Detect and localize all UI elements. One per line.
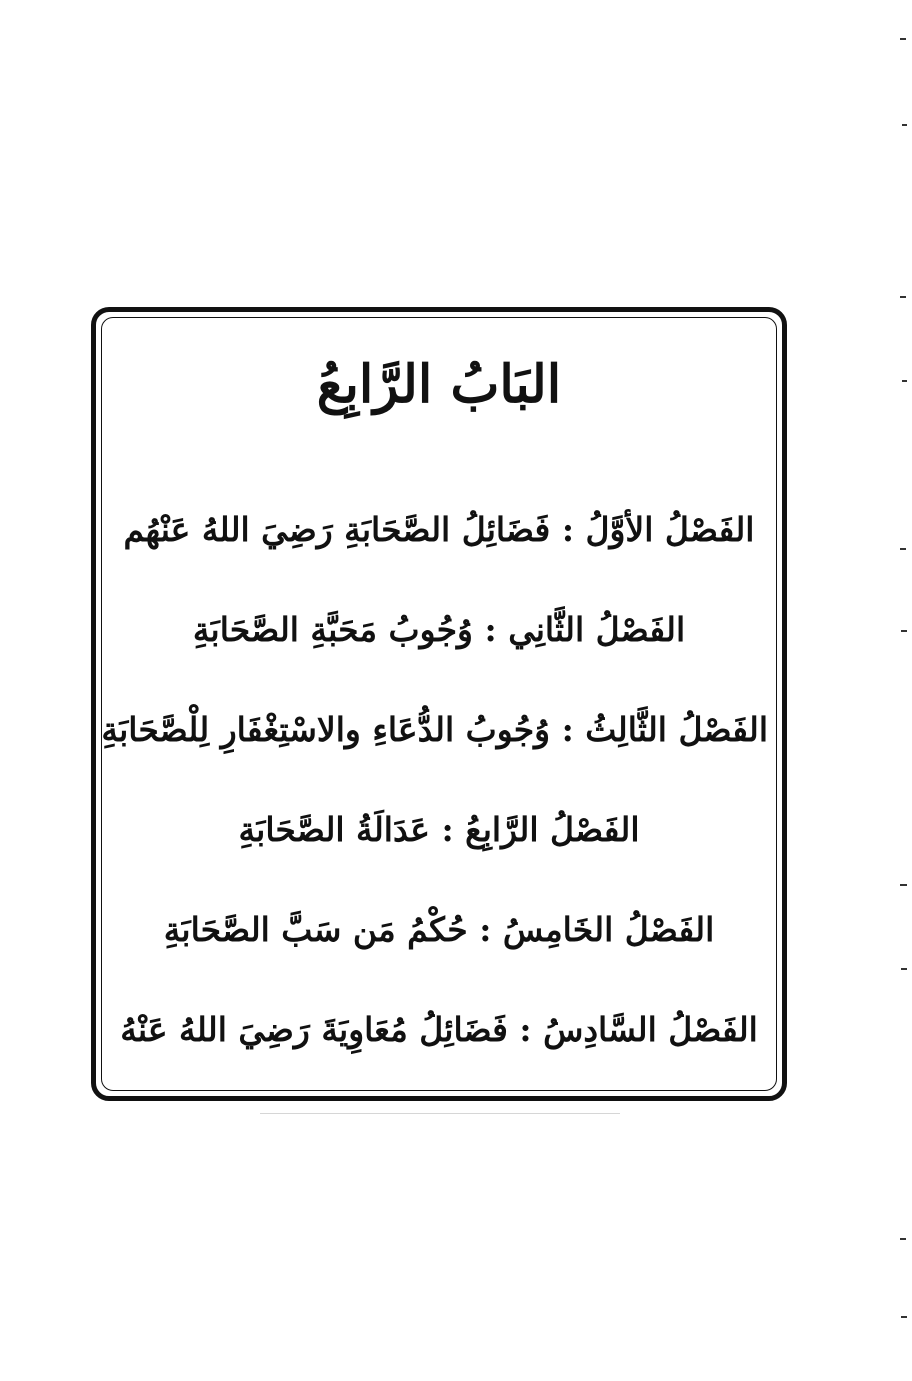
chapter-4-label: الفَصْلُ الرَّابِعُ [465, 810, 640, 849]
part-title: البَابُ الرَّابِعُ [316, 354, 562, 415]
scan-speck [900, 1238, 906, 1240]
chapter-1-line [110, 500, 768, 560]
scan-speck [900, 884, 907, 886]
scan-speck [900, 38, 906, 40]
chapter-2-title: وُجُوبُ مَحَبَّةِ الصَّحَابَةِ [192, 610, 473, 649]
scan-artifact-line [260, 1113, 620, 1114]
chapter-6-line [110, 1000, 768, 1060]
chapter-6-label: الفَصْلُ السَّادِسُ [543, 1010, 758, 1049]
chapter-1-label: الفَصْلُ الأوَّلُ [585, 510, 755, 549]
chapter-4-line [110, 800, 768, 860]
scan-speck [901, 1316, 907, 1318]
scan-speck [900, 296, 906, 298]
chapter-4-title: عَدَالَةُ الصَّحَابَةِ [238, 810, 430, 849]
chapter-3-label: الفَصْلُ الثَّالِثُ [585, 710, 768, 749]
scan-speck [902, 124, 907, 126]
separator: : [441, 810, 454, 849]
separator: : [479, 910, 492, 949]
separator: : [519, 1010, 532, 1049]
chapter-2-line [110, 600, 768, 660]
scan-speck [901, 968, 907, 970]
chapter-2-label: الفَصْلُ الثَّانِي [508, 610, 686, 649]
chapter-1-title: فَضَائِلُ الصَّحَابَةِ رَضِيَ اللهُ عَنْهُم [123, 510, 551, 549]
separator: : [561, 510, 575, 549]
scan-speck [902, 380, 907, 382]
chapter-3-line [101, 700, 768, 760]
scan-speck [900, 548, 906, 550]
separator: : [484, 610, 497, 649]
scan-speck [901, 630, 907, 632]
chapter-3-title: وُجُوبُ الدُّعَاءِ والاسْتِغْفَارِ لِلْصَّحَابَةِ [101, 710, 551, 749]
chapter-5-line [110, 900, 768, 960]
chapter-6-title: فَضَائِلُ مُعَاوِيَةَ رَضِيَ اللهُ عَنْهُ [120, 1010, 508, 1049]
chapter-5-title: حُكْمُ مَن سَبَّ الصَّحَابَةِ [163, 910, 468, 949]
chapter-5-label: الفَصْلُ الخَامِسُ [502, 910, 715, 949]
separator: : [561, 710, 574, 749]
